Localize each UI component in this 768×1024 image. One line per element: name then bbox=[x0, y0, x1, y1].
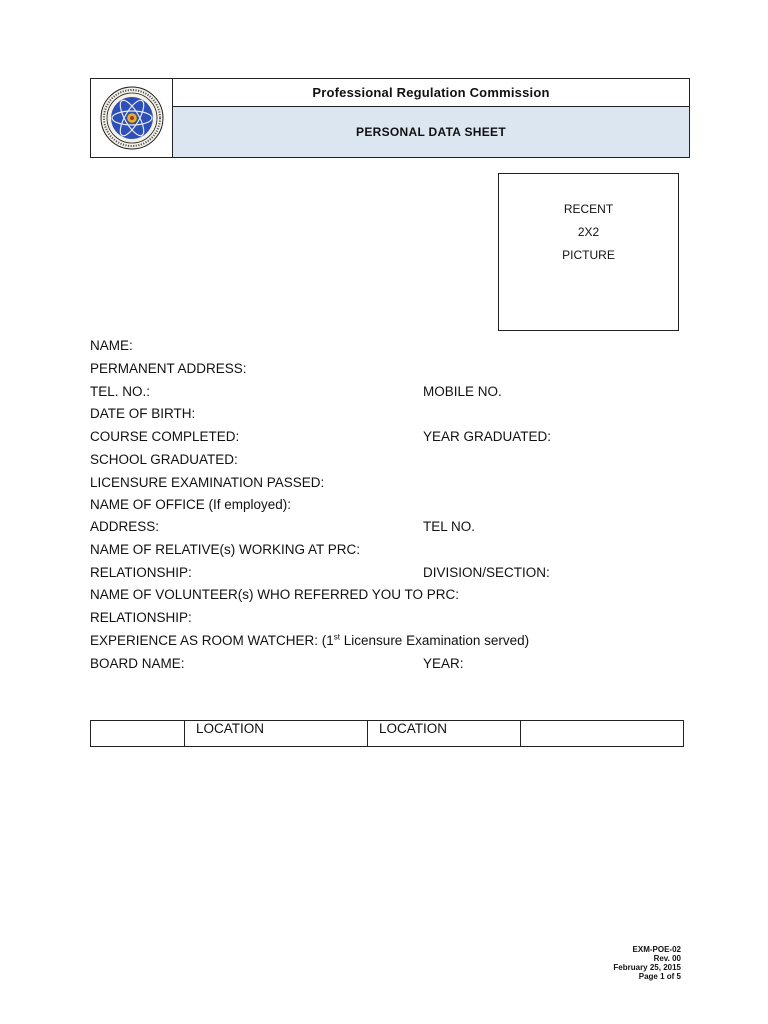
photo-label-line3: PICTURE bbox=[562, 248, 615, 262]
photo-label-line1: RECENT bbox=[563, 202, 614, 216]
field-year[interactable]: YEAR: bbox=[423, 656, 464, 671]
prc-seal-icon bbox=[99, 85, 165, 151]
revision: Rev. 00 bbox=[653, 954, 681, 963]
location-table bbox=[90, 720, 684, 747]
form-title: PERSONAL DATA SHEET bbox=[173, 107, 689, 157]
form-code: EXM-POE-02 bbox=[632, 945, 681, 954]
field-tel-no[interactable]: TEL. NO.: bbox=[90, 384, 151, 399]
photo-label-line2: 2X2 bbox=[577, 225, 600, 239]
experience-label-suffix: Licensure Examination served) bbox=[340, 633, 530, 648]
field-volunteer-relationship[interactable]: RELATIONSHIP: bbox=[90, 610, 192, 625]
field-volunteer-referrer[interactable]: NAME OF VOLUNTEER(s) WHO REFERRED YOU TO PRC: bbox=[90, 587, 460, 602]
document-header bbox=[90, 78, 690, 158]
field-mobile-no[interactable]: MOBILE NO. bbox=[423, 384, 502, 399]
field-relative-relationship[interactable]: RELATIONSHIP: bbox=[90, 565, 192, 580]
field-date-of-birth[interactable]: DATE OF BIRTH: bbox=[90, 406, 196, 421]
revision-date: February 25, 2015 bbox=[613, 963, 681, 972]
header-text bbox=[173, 79, 689, 157]
document-footer bbox=[613, 945, 681, 981]
field-name-of-office[interactable]: NAME OF OFFICE (If employed): bbox=[90, 497, 292, 512]
field-school-graduated[interactable]: SCHOOL GRADUATED: bbox=[90, 452, 238, 467]
photo-placeholder[interactable] bbox=[498, 173, 679, 331]
experience-label-prefix: EXPERIENCE AS ROOM WATCHER: (1 bbox=[90, 633, 334, 648]
field-year-graduated[interactable]: YEAR GRADUATED: bbox=[423, 429, 552, 444]
field-relative-at-prc[interactable]: NAME OF RELATIVE(s) WORKING AT PRC: bbox=[90, 542, 361, 557]
page-number: Page 1 of 5 bbox=[638, 972, 681, 981]
field-board-name[interactable]: BOARD NAME: bbox=[90, 656, 185, 671]
field-licensure-exam-passed[interactable]: LICENSURE EXAMINATION PASSED: bbox=[90, 475, 325, 490]
field-office-tel-no[interactable]: TEL NO. bbox=[423, 519, 476, 534]
table-cell[interactable] bbox=[521, 721, 683, 746]
field-room-watcher-experience[interactable] bbox=[90, 633, 529, 649]
field-permanent-address[interactable]: PERMANENT ADDRESS: bbox=[90, 361, 247, 376]
table-cell-location[interactable]: LOCATION bbox=[368, 721, 521, 746]
field-office-address[interactable]: ADDRESS: bbox=[90, 519, 160, 534]
table-cell[interactable] bbox=[91, 721, 185, 746]
table-cell-location[interactable]: LOCATION bbox=[185, 721, 368, 746]
field-course-completed[interactable]: COURSE COMPLETED: bbox=[90, 429, 240, 444]
field-name[interactable]: NAME: bbox=[90, 338, 133, 353]
organization-name: Professional Regulation Commission bbox=[173, 79, 689, 107]
experience-label-sup: st bbox=[333, 632, 341, 642]
field-division-section[interactable]: DIVISION/SECTION: bbox=[423, 565, 550, 580]
logo-cell bbox=[91, 79, 173, 157]
